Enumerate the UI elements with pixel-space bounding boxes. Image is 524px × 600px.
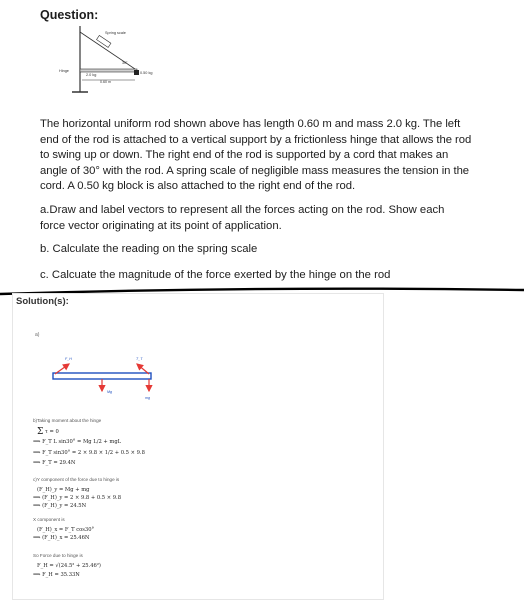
sigma-symbol: Σ	[37, 427, 44, 437]
solution-part-a-label: a)	[35, 332, 40, 338]
question-label: Question:	[40, 8, 99, 22]
f-equation-2: ⟹ F_H = 35.33N	[33, 572, 80, 578]
part-c-title: c)Y component of the force due to hinge is	[33, 477, 120, 482]
block-mass-label: 0.50 kg	[140, 71, 153, 75]
tension-label: T_T	[136, 357, 143, 361]
rod-weight-label: Mg	[107, 390, 112, 394]
problem-statement: The horizontal uniform rod shown above has length 0.60 m and mass 2.0 kg. The left end of the rod is attached to a vertical support by a frictionless hinge that allows the rod to swing up or down. The right end of the rod is supported by a cord that makes an angle of 30° with the rod. A spring scale of negligible mass measures the tension in the cord. A 0.50 kg block is also attached to the right end of the rod.	[40, 118, 472, 193]
x-component-title: X component is	[33, 517, 65, 522]
part-c-text: c. Calcuate the magnitude of the force exerted by the hinge on the rod	[40, 269, 391, 281]
spring-scale-label: Spring scale	[105, 31, 126, 35]
angle-label: 30°	[122, 61, 128, 65]
b-equation-3: ⟹ F_T = 29.4N	[33, 460, 76, 466]
c-equation-3: ⟹ (F_H)_y = 24.5N	[33, 503, 87, 509]
sum-torque	[37, 427, 59, 437]
c-equation-1: (F_H)_y = Mg + mg	[37, 487, 90, 493]
part-b-title: b)Taking moment about the hinge	[33, 418, 102, 423]
solution-panel	[12, 293, 384, 600]
free-body-diagram	[33, 348, 173, 404]
c-equation-2: ⟹ (F_H)_y = 2 × 9.8 + 0.5 × 9.8	[33, 495, 122, 501]
rod-mass-label: 2.0 kg	[86, 73, 97, 77]
rod-bar	[53, 373, 151, 379]
length-label: 0.60 m	[100, 80, 111, 84]
f-equation-1: F_H = √(24.5² + 25.46²)	[37, 563, 101, 569]
b-equation-1: ⟹ F_T L sin30° = Mg L/2 + mgL	[33, 439, 122, 445]
part-a-text: a.Draw and label vectors to represent all the forces acting on the rod. Show each force vector originating at its point of application.	[40, 204, 445, 232]
b-equation-2: ⟹ F_T sin30° = 2 × 9.8 × 1/2 + 0.5 × 9.8	[33, 450, 145, 456]
part-b-text: b. Calculate the reading on the spring scale	[40, 243, 258, 255]
hinge-label: Hinge	[59, 69, 69, 73]
sum-torque-text: τ = 0	[45, 429, 59, 435]
hinge-force-label: F_H	[65, 357, 72, 361]
solution-label: Solution(s):	[16, 296, 69, 307]
block-weight-label: mg	[145, 396, 150, 400]
problem-figure	[55, 24, 165, 99]
x-equation-2: ⟹ (F_H)_x = 25.46N	[33, 535, 90, 541]
x-equation-1: (F_H)_x = F_T cos30°	[37, 527, 95, 533]
rod-diagram	[55, 24, 165, 99]
hinge-force-title: So Force due to hinge is	[33, 553, 83, 558]
